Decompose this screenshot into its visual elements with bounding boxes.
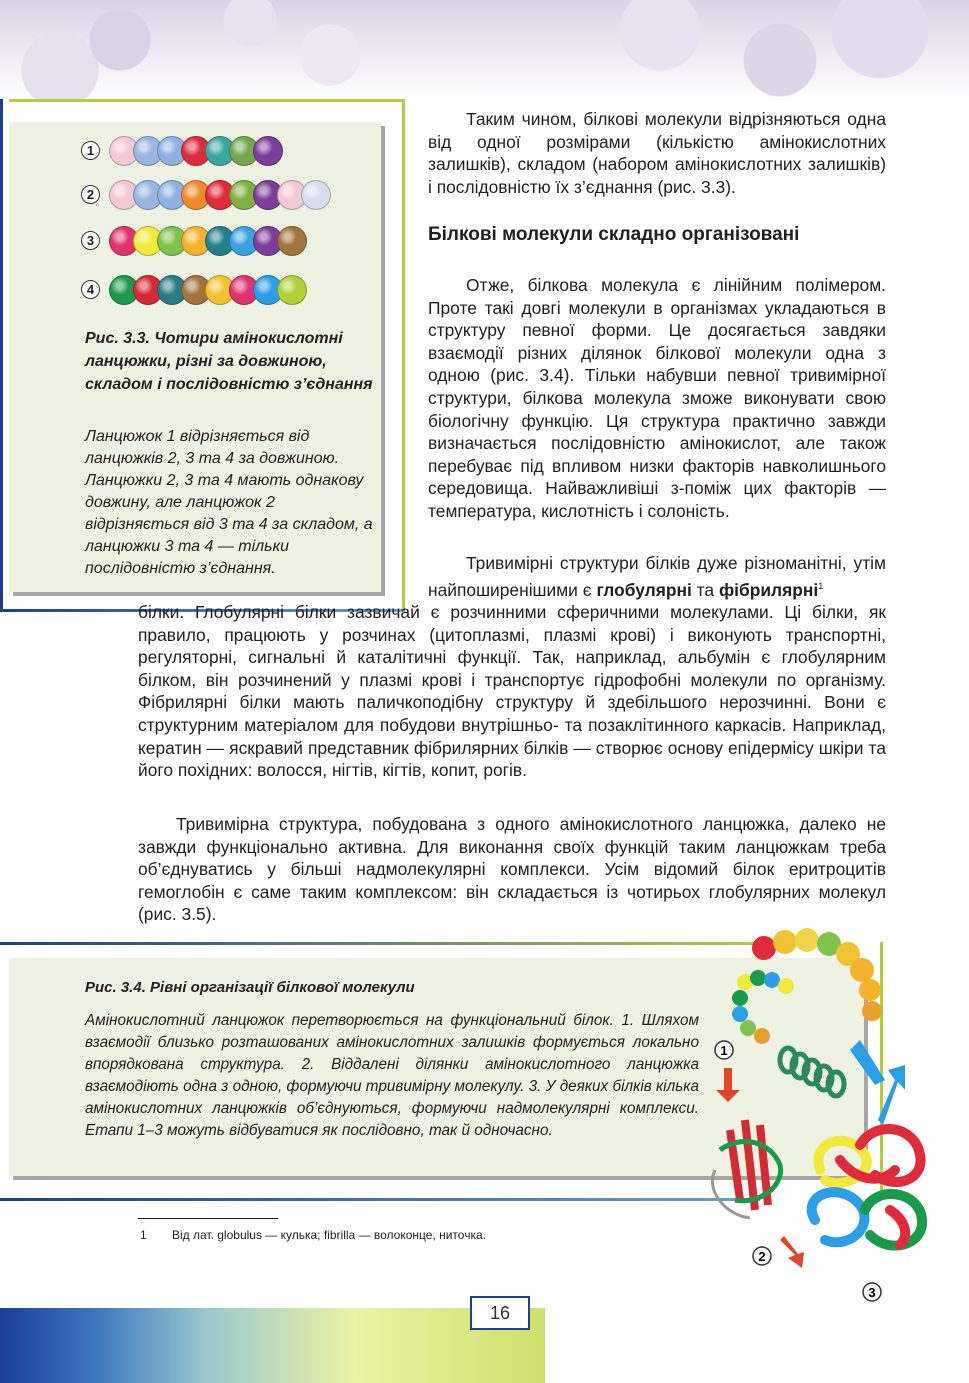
stage-3-number: 3 [868,1285,876,1300]
stage-1-number: 1 [720,1043,728,1058]
amino-acid-bead [277,275,307,305]
tertiary-structure [712,1120,780,1218]
chain-2-label: 2 [81,185,100,204]
paragraph-3-narrow: Тривимірні структури білків дуже різноманітні, утім найпоширенішими є глобулярні та фібрилярні$^1$ [428,553,886,600]
alpha-helix [780,1048,844,1096]
stage-arrow-1 [716,1068,740,1102]
primary-chain-beads [732,928,882,1044]
frame-line-top [9,99,405,102]
figure-3-4-description: Амінокислотний ланцюжок перетворюється на функціональний білок. 1. Шляхом взаємодії близько розташованих амінокислотних залишків формується локально впорядкована структура. 2. Віддалені ділянки амінокислотного ланцюжка взаємодіють одна з одною, формуючи тривимірну молекулу. 3. У деяких білків кілька амінокислотних ланцюжків об’єднуються, формуючи надмолекулярні комплекси. Етапи 1–3 можуть відбуватися як послідовно, так й одночасно. [85,1012,699,1139]
page-number: 16 [470,1296,530,1330]
figure-3-3-title: Рис. 3.3. Чотири амінокислотні ланцюжки, різні за довжиною, складом і послідовністю з’єднання [85,330,373,393]
quaternary-structure [812,1129,922,1246]
amino-acid-bead [301,180,331,210]
chain-3-label: 3 [81,231,100,250]
figure-3-3-description: Ланцюжок 1 відрізняється від ланцюжків 2, 3 та 4 за довжиною. Ланцюжки 2, 3 та 4 мають однакову довжину, але ланцюжок 2 відрізняється від 3 та 4 за складом, а ланцюжки 3 та 4 — тільки послідовністю з’єднання. [85,428,373,577]
frame-line-right [402,99,405,611]
header-decoration [0,0,969,100]
amino-acid-bead [253,136,283,166]
chain-4-label: 4 [81,280,100,299]
frame-line-left [0,99,3,611]
protein-structure-illustration [700,920,940,1310]
fig34-frame-bottom [0,1198,760,1201]
figure-3-4-title: Рис. 3.4. Рівні організації білкової молекули [85,979,415,996]
paragraph-3 [138,552,886,782]
chain-1-label: 1 [81,141,100,160]
footer-gradient-bar [0,1308,545,1383]
stage-arrow-2 [780,1236,804,1268]
beta-sheet-arrows [850,1040,905,1125]
term-globular: глобулярні [596,579,692,600]
footnote-ref: 1 [818,580,824,591]
figure-3-3-box [9,122,381,592]
paragraph-3-wide: білки. Глобулярні білки зазвичай є розчинними сферичними молекулами. Ці білки, як правило, працюють у розчинах (цитоплазмі, плазмі крові) і виконують транспортні, регуляторні, сигнальні й каталітичні функції. Так, наприклад, альбумін є глобулярним білком, він розчинений у плазмі крові і транспортує гідрофобні молекули по організму. Фібрилярні білки мають паличкоподібну структуру й здебільшого нерозчинні. Вони є структурним матеріалом для побудови внутрішньо- та позаклітинного каркасів. Наприклад, кератин — яскравий представник фібрилярних білків — створює основу епідермісу шкіри та його похідних: волосся, нігтів, кігтів, копит, рогів. [138,601,886,781]
term-fibrillar: фібрилярні [718,579,819,600]
footnote-number: 1 [140,1228,147,1242]
section-heading: Білкові молекули складно організовані [428,224,800,245]
paragraph-2: Отже, білкова молекула є лінійним полімером. Проте такі довгі молекули в організмах укладаються в структуру певної форми. Це досягається завдяки взаємодії різних ділянок білкової молекули одна з одною (рис. 3.4). Тільки набувши певної тривимірної структури, білкова молекула зможе виконувати свою біологічну функцію. Ця структура практично завжди визначається послідовністю амінокислот, але також перебуває під впливом низки факторів навколишнього середовища. Найважливіші з-поміж цих факторів — температура, кислотність і солоність. [428,275,886,521]
paragraph-4: Тривимірна структура, побудована з одного амінокислотного ланцюжка, далеко не завжди функціонально активна. Для виконання своїх функцій таким ланцюжкам треба об’єднуватись у більші надмолекулярні комплекси. Усім відомий білок еритроцитів гемоглобін є саме таким комплексом: він складається із чотирьох глобулярних молекул (рис. 3.5). [138,814,886,925]
amino-acid-bead [277,226,307,256]
intro-paragraph: Таким чином, білкові молекули відрізняються одна від одної розмірами (кількістю амінокислотних залишків), складом (набором амінокислотних залишків) і послідовністю їх з’єднання (рис. 3.3). [428,109,886,197]
footnote-text: Від лат. globulus — кулька; fibrilla — волоконце, ниточка. [172,1228,486,1242]
stage-2-number: 2 [758,1249,766,1264]
footnote-divider [138,1218,278,1219]
fig34-frame-top [0,942,760,945]
